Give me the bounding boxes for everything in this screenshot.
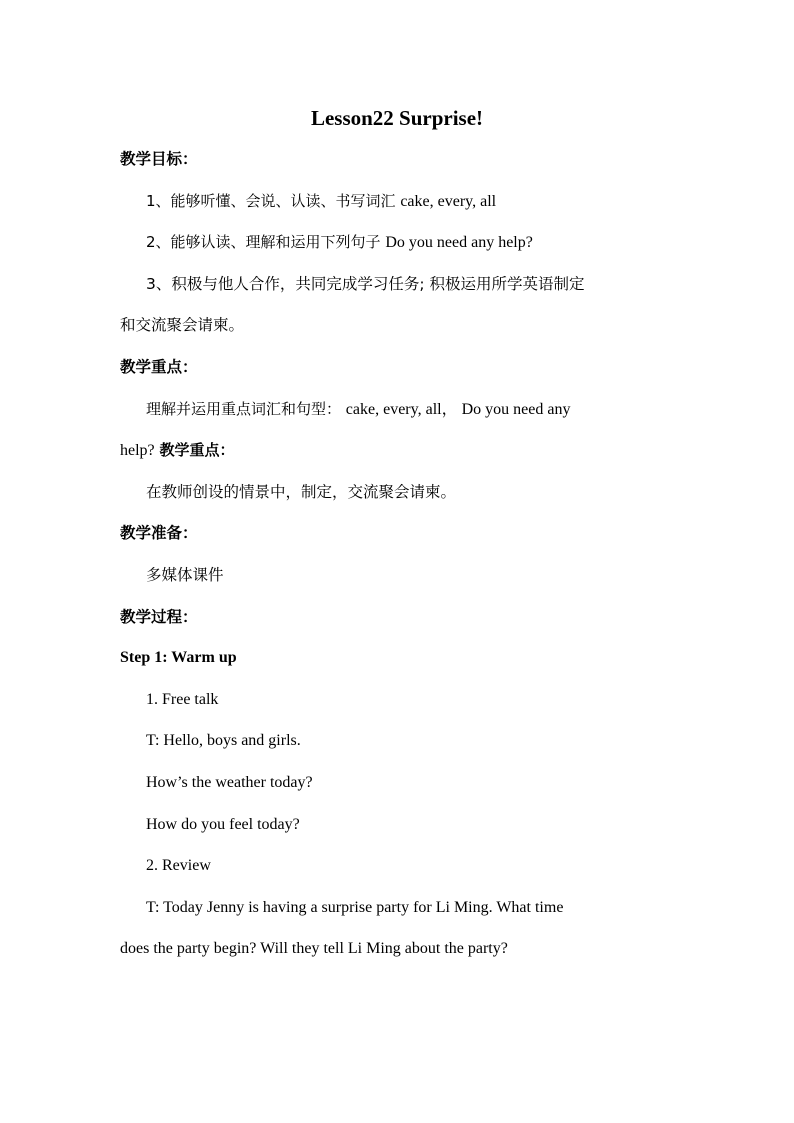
process-heading: 教学过程： — [120, 607, 198, 626]
objective-item-3-line-2: 和交流聚会请柬。 — [120, 316, 245, 335]
objective-item-2-cn: 2、能够认读、理解和运用下列句子 — [146, 233, 381, 252]
review-line-1: T: Today Jenny is having a surprise party for Li Ming. What time — [146, 898, 564, 916]
feel-question: How do you feel today? — [146, 815, 300, 833]
document-title: Lesson22 Surprise! — [310, 106, 484, 130]
key-points-line-2-heading: 教学重点： — [159, 441, 235, 460]
review-label: 2. Review — [146, 857, 211, 875]
preparation-heading: 教学准备： — [120, 524, 198, 543]
step-1-heading: Step 1: Warm up — [120, 649, 237, 667]
review-line-2: does the party begin? Will they tell Li Ming about the party? — [120, 940, 508, 958]
preparation-item: 多媒体课件 — [146, 565, 224, 584]
weather-question: How’s the weather today? — [146, 773, 313, 791]
key-points-line-2-en: help? — [120, 442, 155, 460]
objectives-heading: 教学目标： — [120, 150, 198, 168]
objective-item-1-cn: 1、能够听懂、会说、认读、书写词汇 — [146, 191, 396, 210]
key-points-line-1 — [120, 395, 680, 437]
teacher-greeting: T: Hello, boys and girls. — [146, 732, 301, 750]
key-points-line-3: 在教师创设的情景中，制定，交流聚会请柬。 — [146, 482, 457, 501]
objective-item-3-line-1: 3、积极与他人合作，共同完成学习任务; 积极运用所学英语制定 — [146, 274, 585, 293]
free-talk-label: 1. Free talk — [146, 690, 219, 708]
key-points-heading: 教学重点： — [120, 357, 198, 376]
document-body — [120, 145, 680, 977]
key-points-line-1-cn: 理解并运用重点词汇和句型： — [146, 399, 342, 418]
objective-item-1 — [120, 187, 680, 229]
key-points-line-2 — [120, 436, 680, 478]
key-points-line-1-en: cake, every, all， Do you need any — [345, 400, 571, 418]
objective-item-1-en: cake, every, all — [400, 192, 497, 210]
objective-item-2-en: Do you need any help? — [385, 234, 533, 252]
objective-item-2 — [120, 228, 680, 270]
